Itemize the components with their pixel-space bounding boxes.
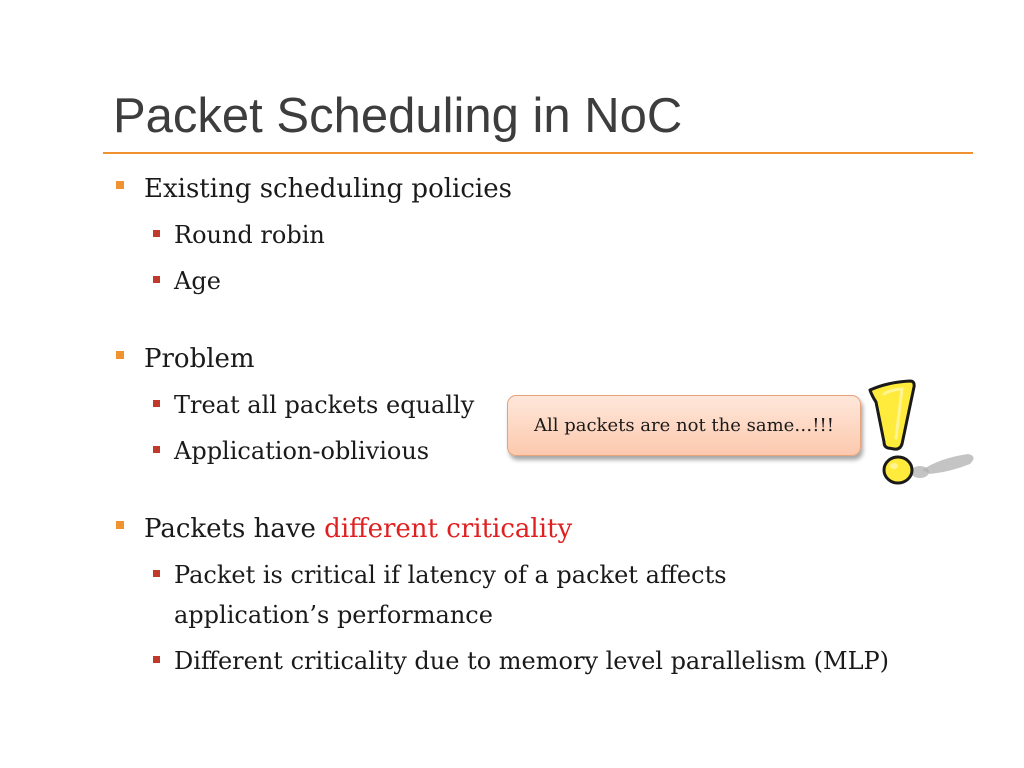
sub-bullet-text: Packet is critical if latency of a packet affects application’s performance [174,561,727,629]
callout-text: All packets are not the same…!!! [533,415,834,436]
bullet-existing-policies [113,170,913,208]
bullet-text-highlight: different criticality [324,514,573,544]
sub-bullet-marker [153,570,160,577]
bullet-marker [116,521,124,529]
sub-bullet-text: Round robin [174,221,325,249]
bullet-text: Existing scheduling policies [144,174,512,204]
sub-bullet-text: Different criticality due to memory level parallelism (MLP) [174,647,890,675]
slide-title: Packet Scheduling in NoC [113,89,683,143]
title-divider [103,152,973,154]
sub-bullet-marker [153,230,160,237]
bullet-problem [113,340,913,378]
bullet-text-prefix: Packets have [144,514,325,544]
bullet-text: Problem [144,344,255,374]
sub-bullet-age [151,261,913,301]
sub-bullet-text: Application-oblivious [174,437,430,465]
exclamation-mark-icon [860,378,980,493]
sub-bullet-text: Age [174,267,221,295]
sub-bullet-marker [153,276,160,283]
sub-bullet-round-robin [151,215,913,255]
callout-box [507,395,861,456]
sub-bullet-marker [153,446,160,453]
sub-bullet-text: Treat all packets equally [174,391,475,419]
sub-bullet-marker [153,656,160,663]
sub-bullet-mlp [151,641,913,681]
bullet-marker [116,181,124,189]
sub-bullet-marker [153,400,160,407]
bullet-criticality [113,510,913,548]
bullet-marker [116,351,124,359]
sub-bullet-critical-definition [151,555,874,635]
